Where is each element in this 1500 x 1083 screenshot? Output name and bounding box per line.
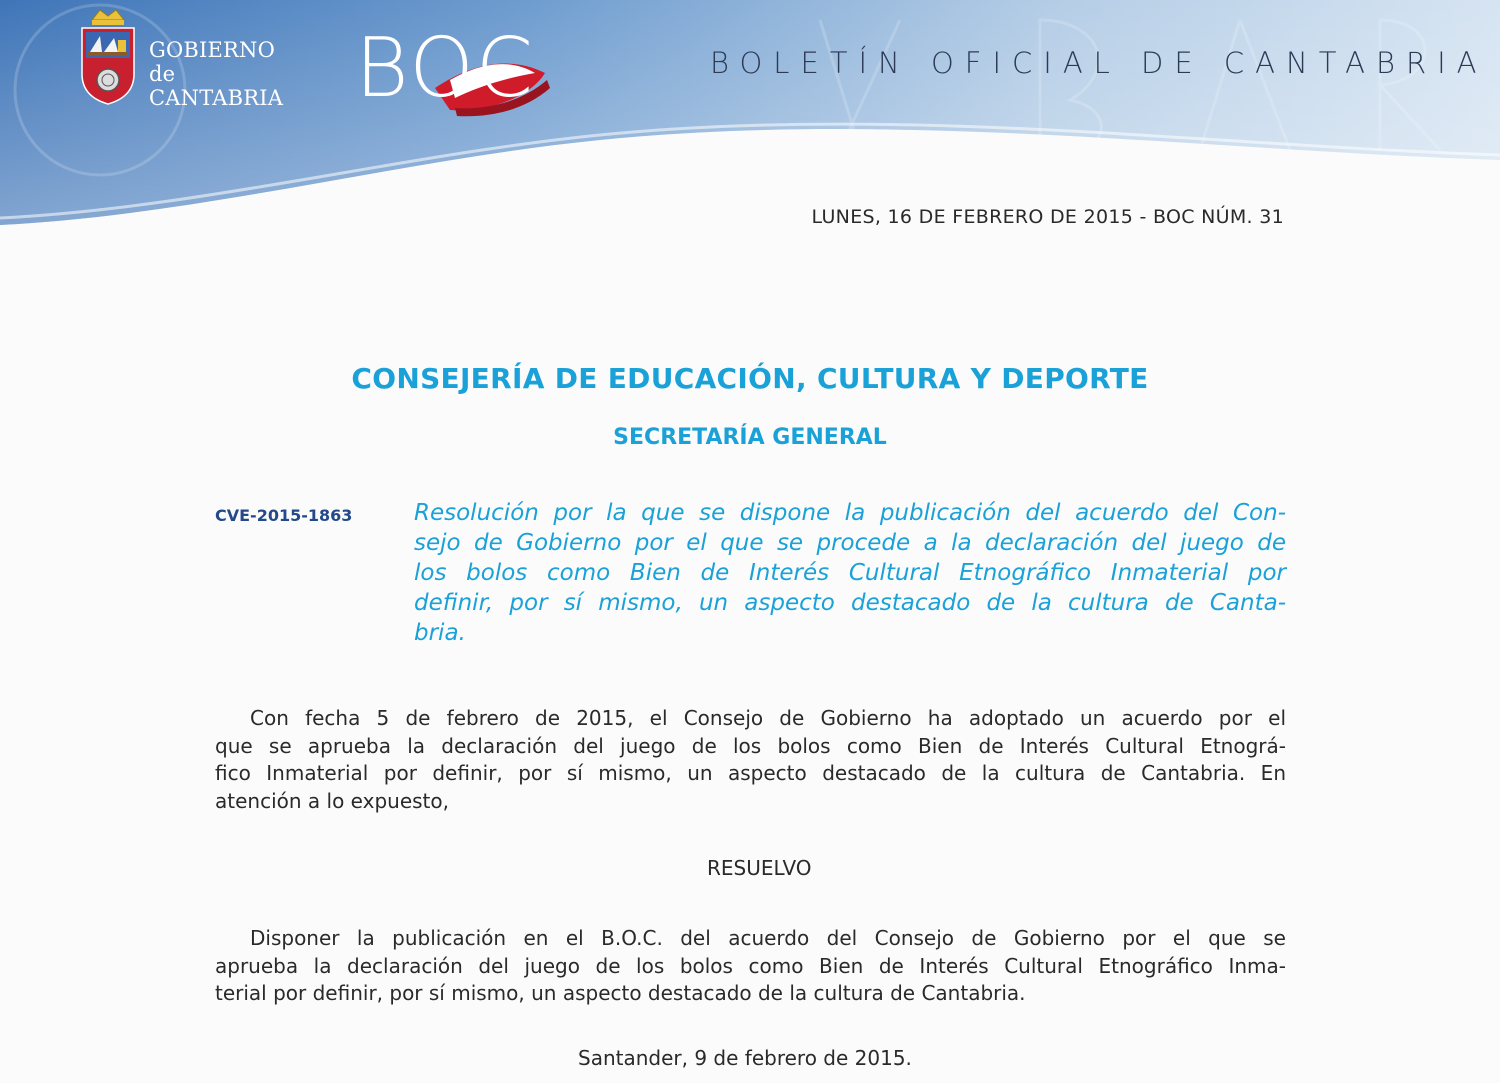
- resolution-title-line: los bolos como Bien de Interés Cultural Etnográfico Inmaterial por: [414, 560, 1286, 586]
- resolution-title-line: sejo de Gobierno por el que se procede a la declaración del juego de: [414, 530, 1286, 556]
- cantabria-coat-of-arms-icon: [78, 6, 138, 106]
- paragraph-line: aprueba la declaración del juego de los bolos como Bien de Interés Cultural Etnográfico Inma-: [215, 953, 1286, 978]
- government-name: [149, 38, 283, 110]
- paragraph-line: Disponer la publicación en el B.O.C. del acuerdo del Consejo de Gobierno por el que se: [250, 926, 1286, 950]
- body-paragraph-2: [215, 925, 1286, 1008]
- boc-logo-icon: [355, 18, 560, 118]
- bulletin-title: BOLETÍN OFICIAL DE CANTABRIA: [710, 46, 1488, 80]
- paragraph-line: que se aprueba la declaración del juego de los bolos como Bien de Interés Cultural Etnográ-: [215, 733, 1286, 758]
- gov-line-2: de: [149, 62, 176, 86]
- paragraph-line: fico Inmaterial por definir, por sí mismo, un aspecto destacado de la cultura de Cantabria. En: [215, 761, 1286, 785]
- body-paragraph-1: [215, 705, 1286, 815]
- resolution-title-line: Resolución por la que se dispone la publicación del acuerdo del Con-: [414, 500, 1286, 526]
- publication-date: LUNES, 16 DE FEBRERO DE 2015 - BOC NÚM. 31: [811, 206, 1284, 228]
- resuelvo-heading: RESUELVO: [707, 856, 812, 880]
- resolution-title-line: bria.: [414, 620, 466, 646]
- paragraph-line: atención a lo expuesto,: [215, 788, 449, 813]
- signature-place-date: Santander, 9 de febrero de 2015.: [578, 1046, 912, 1070]
- svg-text:BOC: BOC: [355, 21, 536, 116]
- paragraph-line: terial por definir, por sí mismo, un aspecto destacado de la cultura de Cantabria.: [215, 981, 1026, 1005]
- resolution-title-line: definir, por sí mismo, un aspecto destacado de la cultura de Canta-: [414, 590, 1286, 616]
- gov-line-3: CANTABRIA: [149, 86, 284, 110]
- gov-line-1: GOBIERNO: [149, 38, 276, 62]
- header-banner: [0, 0, 1500, 240]
- resolution-title: [414, 498, 1286, 648]
- section-heading: SECRETARÍA GENERAL: [613, 425, 887, 450]
- page-header: [0, 0, 1500, 240]
- department-heading: CONSEJERÍA DE EDUCACIÓN, CULTURA Y DEPORTE: [351, 362, 1149, 395]
- cve-code: CVE-2015-1863: [215, 506, 353, 525]
- paragraph-line: Con fecha 5 de febrero de 2015, el Consejo de Gobierno ha adoptado un acuerdo por el: [250, 706, 1286, 730]
